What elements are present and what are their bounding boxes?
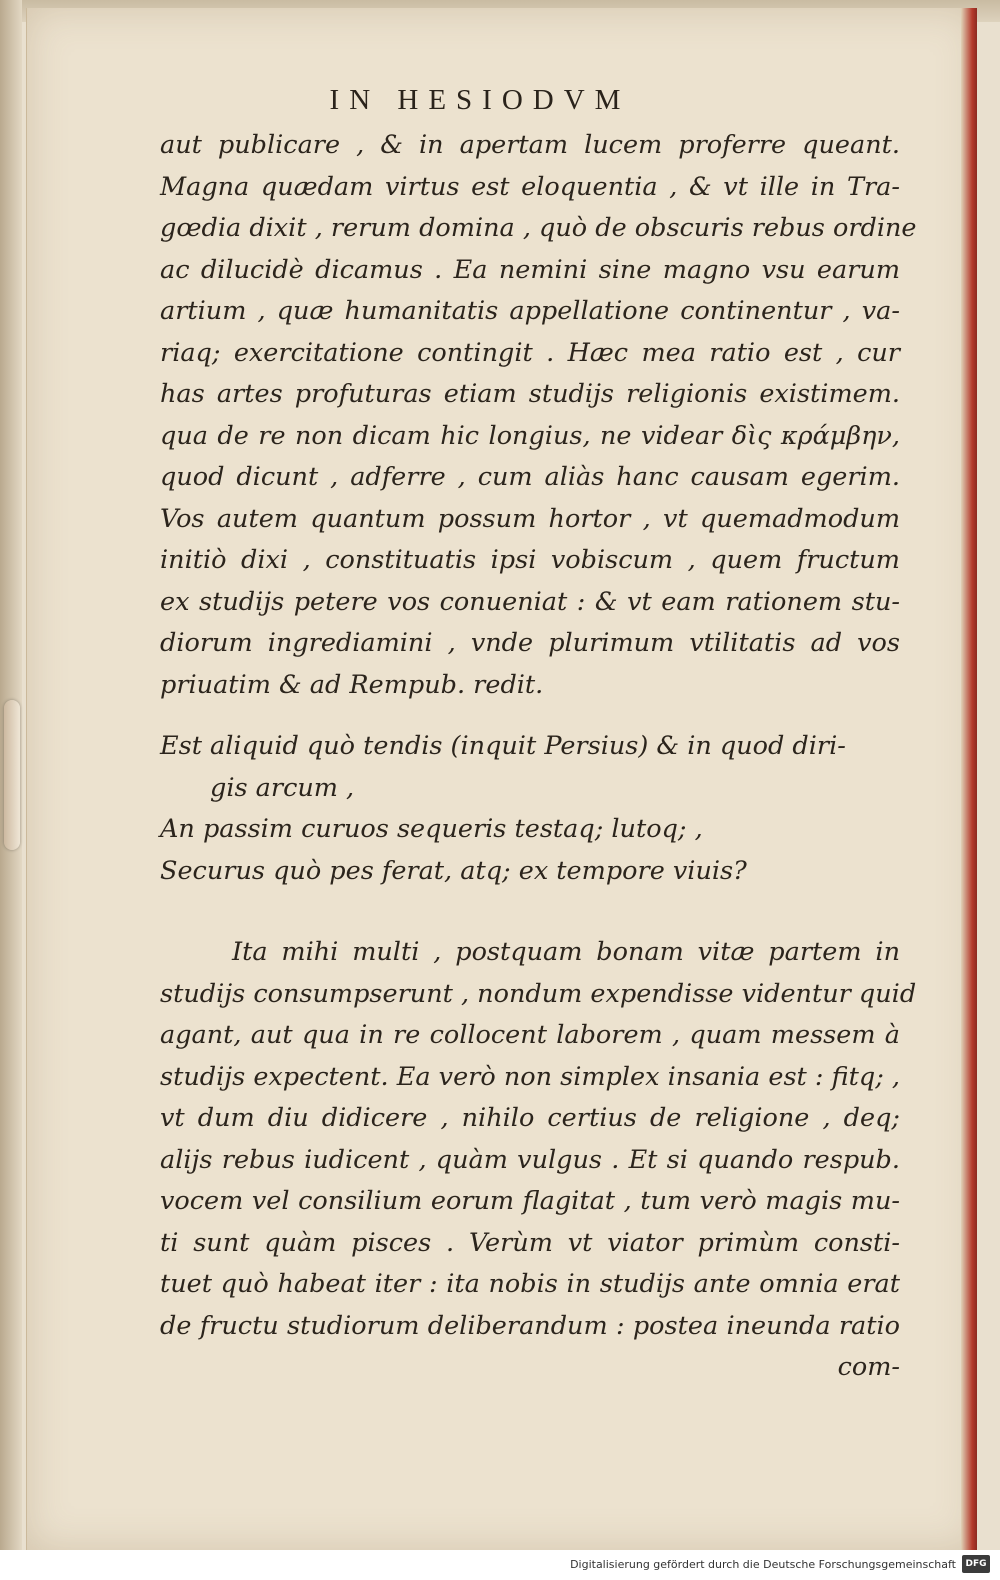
funding-credit: Digitalisierung gefördert durch die Deutsche Forschungsgemeinschaft (570, 1558, 956, 1571)
text-line: gœdia dixit , rerum domina , quò de obscuris rebus ordine (160, 213, 917, 243)
text-line: diorum ingrediamini , vnde plurimum vtilitatis ad vos (160, 628, 900, 658)
running-head: IN HESIODVM (329, 84, 631, 116)
paragraph-2 (160, 932, 917, 1389)
spacer (160, 892, 900, 932)
binding-clasp (4, 700, 20, 850)
verse-line: Est aliquid quò tendis (inquit Persius) & in quod diri- (160, 731, 846, 761)
text-line: ex studijs petere vos conueniat : & vt eam rationem stu- (160, 586, 900, 617)
persius-quotation (160, 726, 900, 892)
text-line: studijs consumpserunt , nondum expendisse videntur quid (160, 978, 917, 1009)
dfg-logo-icon: DFG (962, 1555, 990, 1573)
verse-line: An passim curuos sequeris testaq; lutoq; , (160, 814, 703, 844)
text-line: alijs rebus iudicent , quàm vulgus . Et si quando respub. (160, 1144, 900, 1175)
text-line: Magna quædam virtus est eloquentia , & vt ille in Tra- (160, 171, 900, 202)
text-line: has artes profuturas etiam studijs religionis existimem. (160, 379, 900, 409)
text-line: priuatim & ad Rempub. redit. (160, 669, 544, 700)
text-line: Vos autem quantum possum hortor , vt quemadmodum (160, 503, 900, 534)
text-line: vt dum diu didicere , nihilo certius de religione , deq; (160, 1103, 900, 1133)
text-line: ac dilucidè dicamus . Ea nemini sine magno vsu earum (160, 254, 900, 285)
text-line: artium , quæ humanitatis appellatione continentur , va- (160, 296, 900, 326)
text-line: agant, aut qua in re collocent laborem , quam messem à (160, 1020, 900, 1050)
digitization-footer (0, 1550, 1000, 1580)
text-line: studijs expectent. Ea verò non simplex insania est : fitq; , (160, 1061, 900, 1092)
body-text (160, 125, 917, 1389)
paragraph-1 (160, 125, 917, 706)
text-line: ti sunt quàm pisces . Verùm vt viator primùm consti- (160, 1227, 900, 1258)
text-line: riaq; exercitatione contingit . Hæc mea ratio est , cur (160, 337, 900, 368)
text-line: tuet quò habeat iter : ita nobis in studijs ante omnia erat (160, 1269, 900, 1299)
text-line: qua de re non dicam hic longius, ne videar δὶς κράμβην, (160, 420, 900, 451)
text-line: initiò dixi , constituatis ipsi vobiscum , quem fructum (160, 545, 900, 575)
text-line: aut publicare , & in apertam lucem proferre queant. (160, 130, 900, 160)
text-line: vocem vel consilium eorum flagitat , tum verò magis mu- (160, 1186, 900, 1216)
verse-line: Securus quò pes ferat, atq; ex tempore viuis? (160, 855, 747, 886)
text-line: de fructu studiorum deliberandum : postea ineunda ratio (160, 1310, 900, 1341)
red-page-edge (961, 8, 977, 1550)
text-line: quod dicunt , adferre , cum aliàs hanc causam egerim. (160, 462, 900, 492)
catchword: com- (837, 1352, 900, 1382)
verse-line: gis arcum , (210, 772, 355, 803)
text-line: Ita mihi multi , postquam bonam vitæ partem in (232, 937, 900, 967)
